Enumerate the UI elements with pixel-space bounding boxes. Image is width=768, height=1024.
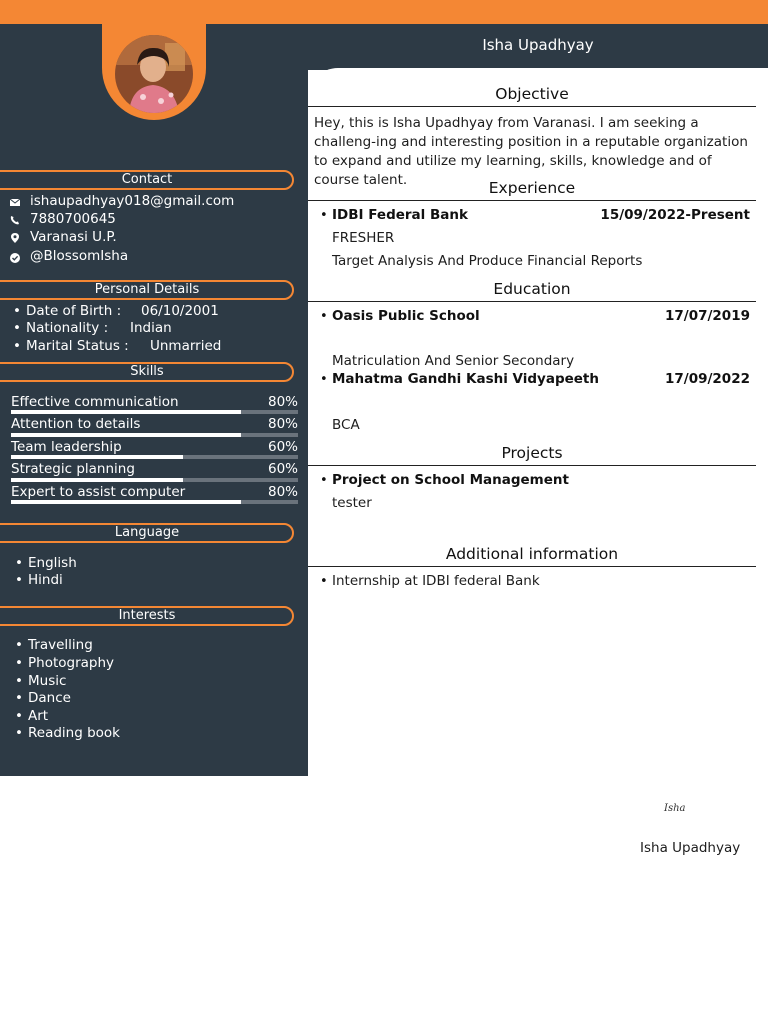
personal-nationality-label: • Nationality : bbox=[26, 320, 108, 336]
education-heading: Education bbox=[493, 280, 571, 298]
phone-icon bbox=[9, 214, 21, 226]
skill-label: Attention to details bbox=[11, 416, 141, 432]
contact-handle[interactable]: @BlossomIsha bbox=[30, 248, 129, 264]
interest-item: • Travelling bbox=[28, 637, 93, 653]
experience-company: IDBI Federal Bank bbox=[332, 207, 468, 223]
section-divider bbox=[308, 465, 756, 466]
social-handle-icon bbox=[9, 252, 21, 264]
bullet-icon: • bbox=[320, 574, 328, 589]
skill-label: Strategic planning bbox=[11, 461, 135, 477]
personal-dob-value: 06/10/2001 bbox=[141, 303, 219, 319]
interest-item: • Reading book bbox=[28, 725, 120, 741]
bullet-icon: • bbox=[320, 473, 328, 488]
skill-bar bbox=[11, 410, 298, 414]
skill-percent: 80% bbox=[267, 484, 298, 500]
contact-location: Varanasi U.P. bbox=[30, 229, 117, 245]
skill-bar bbox=[11, 500, 298, 504]
location-pin-icon bbox=[9, 232, 21, 244]
objective-heading: Objective bbox=[495, 85, 569, 103]
skill-bar bbox=[11, 433, 298, 437]
bullet-icon: • bbox=[320, 372, 328, 387]
bullet-icon: • bbox=[320, 208, 328, 223]
personal-marital-label: • Marital Status : bbox=[26, 338, 129, 354]
interest-item: • Art bbox=[28, 708, 48, 724]
section-divider bbox=[308, 301, 756, 302]
skill-bar bbox=[11, 455, 298, 459]
signature-image bbox=[663, 800, 697, 814]
education-detail: Matriculation And Senior Secondary bbox=[332, 353, 575, 369]
interest-item: • Photography bbox=[28, 655, 114, 671]
interest-item: • Music bbox=[28, 673, 66, 689]
section-divider bbox=[308, 106, 756, 107]
language-item: • English bbox=[28, 555, 77, 571]
education-date: 17/07/2019 bbox=[664, 308, 750, 324]
experience-date: 15/09/2022-Present bbox=[600, 207, 750, 223]
skill-bar-fill bbox=[11, 433, 241, 437]
experience-description: Target Analysis And Produce Financial Reports bbox=[332, 253, 643, 269]
project-title: Project on School Management bbox=[332, 472, 569, 488]
skills-heading: Skills bbox=[0, 362, 294, 382]
objective-text: Hey, this is Isha Upadhyay from Varanasi. I am seeking a challeng-ing and interesting position in a reputable organization to expand and utilize my learning, skills, knowledge and of course talent. bbox=[314, 115, 748, 188]
personal-details-heading: Personal Details bbox=[0, 280, 294, 300]
signature-name: Isha Upadhyay bbox=[640, 840, 741, 856]
avatar bbox=[115, 35, 193, 113]
education-school: Oasis Public School bbox=[332, 308, 480, 324]
projects-heading: Projects bbox=[501, 444, 563, 462]
personal-marital-value: Unmarried bbox=[150, 338, 222, 354]
skill-label: Expert to assist computer bbox=[11, 484, 186, 500]
experience-heading: Experience bbox=[488, 179, 576, 197]
bullet-icon: • bbox=[320, 309, 328, 324]
contact-phone[interactable]: 7880700645 bbox=[30, 211, 116, 227]
additional-info-item: Internship at IDBI federal Bank bbox=[332, 573, 540, 589]
education-date: 17/09/2022 bbox=[664, 371, 750, 387]
section-divider bbox=[308, 200, 756, 201]
language-heading: Language bbox=[0, 523, 294, 543]
additional-info-heading: Additional information bbox=[445, 545, 619, 563]
personal-dob-label: • Date of Birth : bbox=[26, 303, 121, 319]
skill-label: Team leadership bbox=[11, 439, 122, 455]
project-description: tester bbox=[332, 495, 372, 511]
header-name: Isha Upadhyay bbox=[482, 36, 594, 54]
interest-item: • Dance bbox=[28, 690, 71, 706]
skill-bar-fill bbox=[11, 410, 241, 414]
skill-percent: 60% bbox=[267, 461, 298, 477]
skill-bar-fill bbox=[11, 478, 183, 482]
interests-heading: Interests bbox=[0, 606, 294, 626]
skill-percent: 80% bbox=[267, 416, 298, 432]
skill-bar-fill bbox=[11, 455, 183, 459]
skill-bar bbox=[11, 478, 298, 482]
language-item: • Hindi bbox=[28, 572, 63, 588]
mail-icon bbox=[9, 196, 21, 208]
skill-label: Effective communication bbox=[11, 394, 179, 410]
personal-nationality-value: Indian bbox=[130, 320, 172, 336]
skill-percent: 60% bbox=[267, 439, 298, 455]
education-detail: BCA bbox=[332, 417, 360, 433]
contact-email[interactable]: ishaupadhyay018@gmail.com bbox=[30, 193, 235, 209]
contact-heading: Contact bbox=[0, 170, 294, 190]
svg-text:Isha: Isha bbox=[664, 803, 686, 814]
education-school: Mahatma Gandhi Kashi Vidyapeeth bbox=[332, 371, 599, 387]
experience-role: FRESHER bbox=[332, 230, 395, 246]
skill-percent: 80% bbox=[267, 394, 298, 410]
section-divider bbox=[308, 566, 756, 567]
skill-bar-fill bbox=[11, 500, 241, 504]
